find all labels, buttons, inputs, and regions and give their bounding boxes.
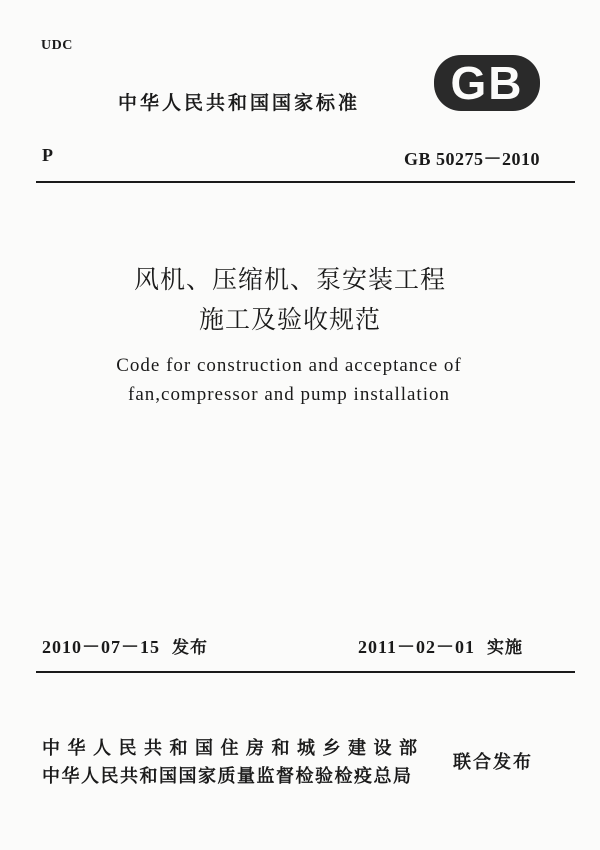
gb-logo-text: GB — [450, 57, 524, 109]
national-standard-heading: 中华人民共和国国家标准 — [118, 92, 361, 114]
implement-date: 2011－02－01 — [358, 637, 476, 657]
issuer-ministry: 中华人民共和国住房和城乡建设部 — [42, 738, 425, 759]
gb-logo — [433, 54, 541, 112]
issue-label: 发布 — [172, 638, 208, 658]
title-chinese-line2: 施工及验收规范 — [198, 305, 381, 334]
title-english-line1: Code for construction and acceptance of — [116, 355, 462, 376]
joint-issue-label: 联合发布 — [453, 752, 533, 773]
bottom-rule — [36, 671, 575, 673]
title-english-line2: fan,compressor and pump installation — [128, 384, 450, 405]
standard-number: GB 50275－2010 — [403, 149, 540, 169]
issue-date-block — [42, 633, 208, 659]
implement-label: 实施 — [487, 638, 524, 658]
classification-code: P — [42, 145, 53, 165]
implement-date-block — [358, 633, 523, 659]
udc-label: UDC — [41, 38, 73, 53]
issue-date: 2010－07－15 — [42, 637, 160, 657]
issuer-aqsiq: 中华人民共和国国家质量监督检验检疫总局 — [42, 766, 413, 787]
top-rule — [36, 181, 575, 183]
title-chinese-line1: 风机、压缩机、泵安装工程 — [133, 265, 446, 294]
